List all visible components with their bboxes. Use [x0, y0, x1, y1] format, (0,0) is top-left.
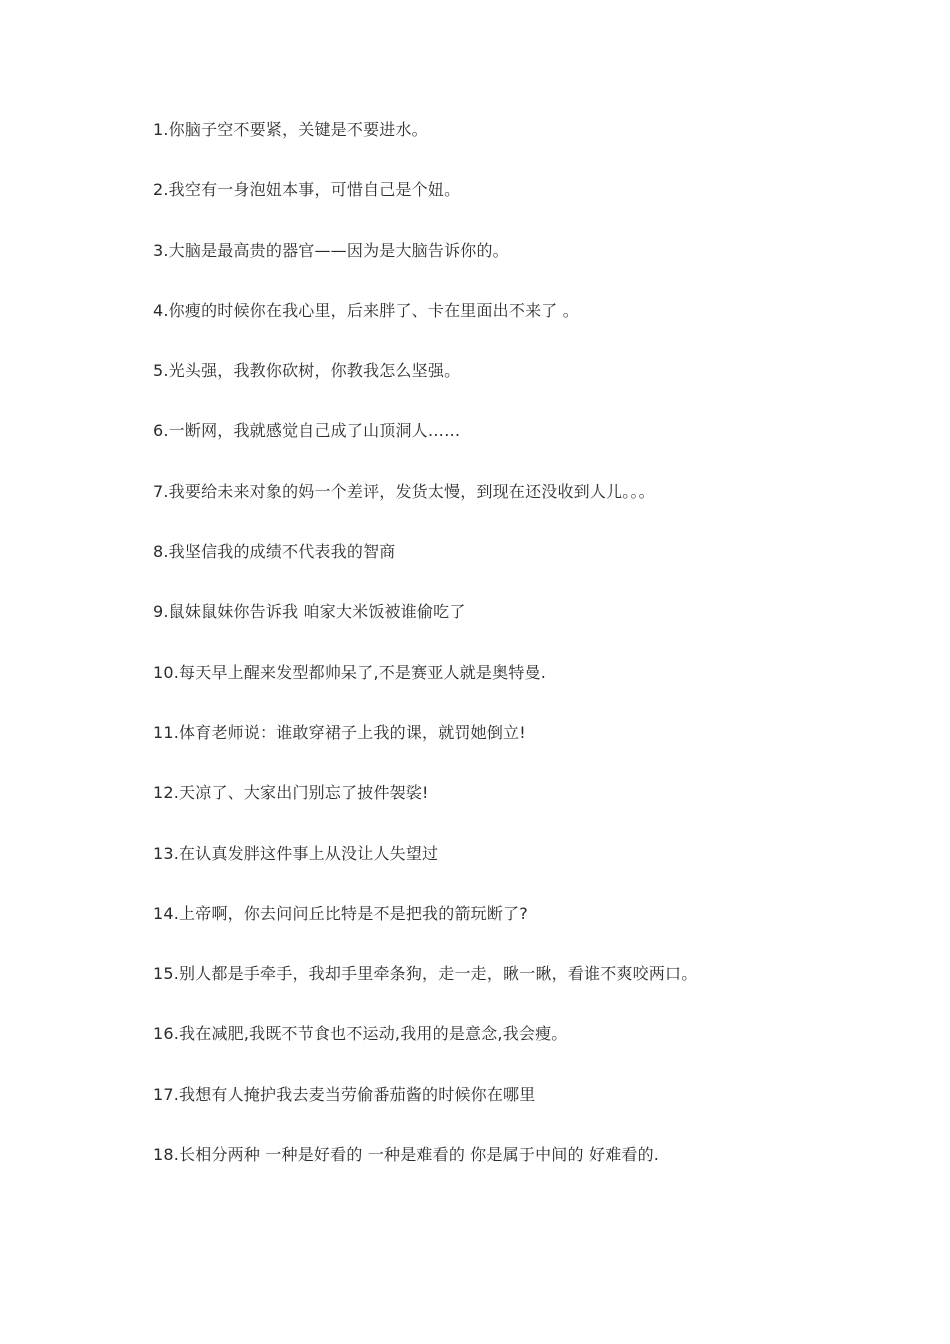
list-item: 15.别人都是手牵手，我却手里牵条狗，走一走，瞅一瞅，看谁不爽咬两口。 — [153, 964, 698, 984]
list-item: 9.鼠妹鼠妹你告诉我 咱家大米饭被谁偷吃了 — [153, 602, 466, 622]
list-item: 4.你瘦的时候你在我心里，后来胖了、卡在里面出不来了 。 — [153, 300, 579, 320]
list-item: 5.光头强，我教你砍树，你教我怎么坚强。 — [153, 361, 461, 381]
list-item: 14.上帝啊，你去问问丘比特是不是把我的箭玩断了? — [153, 903, 528, 923]
list-item: 12.天凉了、大家出门别忘了披件袈裟! — [153, 783, 429, 803]
list-item: 18.长相分两种 一种是好看的 一种是难看的 你是属于中间的 好难看的. — [153, 1145, 660, 1165]
joke-list — [153, 117, 873, 1202]
list-item: 1.你脑子空不要紧，关键是不要进水。 — [153, 120, 428, 139]
list-item: 11.体育老师说：谁敢穿裙子上我的课，就罚她倒立! — [153, 722, 526, 742]
list-item: 17.我想有人掩护我去麦当劳偷番茄酱的时候你在哪里 — [153, 1084, 536, 1104]
list-item: 6.一断网，我就感觉自己成了山顶洞人…… — [153, 421, 461, 441]
list-item: 16.我在减肥,我既不节食也不运动,我用的是意念,我会瘦。 — [153, 1024, 568, 1044]
list-item: 2.我空有一身泡妞本事，可惜自己是个妞。 — [153, 180, 461, 200]
list-item: 13.在认真发胖这件事上从没让人失望过 — [153, 843, 439, 863]
list-item: 8.我坚信我的成绩不代表我的智商 — [153, 542, 396, 562]
list-item: 7.我要给未来对象的妈一个差评，发货太慢，到现在还没收到人儿。。。 — [153, 481, 655, 501]
list-item: 10.每天早上醒来发型都帅呆了,不是赛亚人就是奥特曼. — [153, 662, 547, 682]
list-item: 3.大脑是最高贵的器官——因为是大脑告诉你的。 — [153, 240, 509, 260]
